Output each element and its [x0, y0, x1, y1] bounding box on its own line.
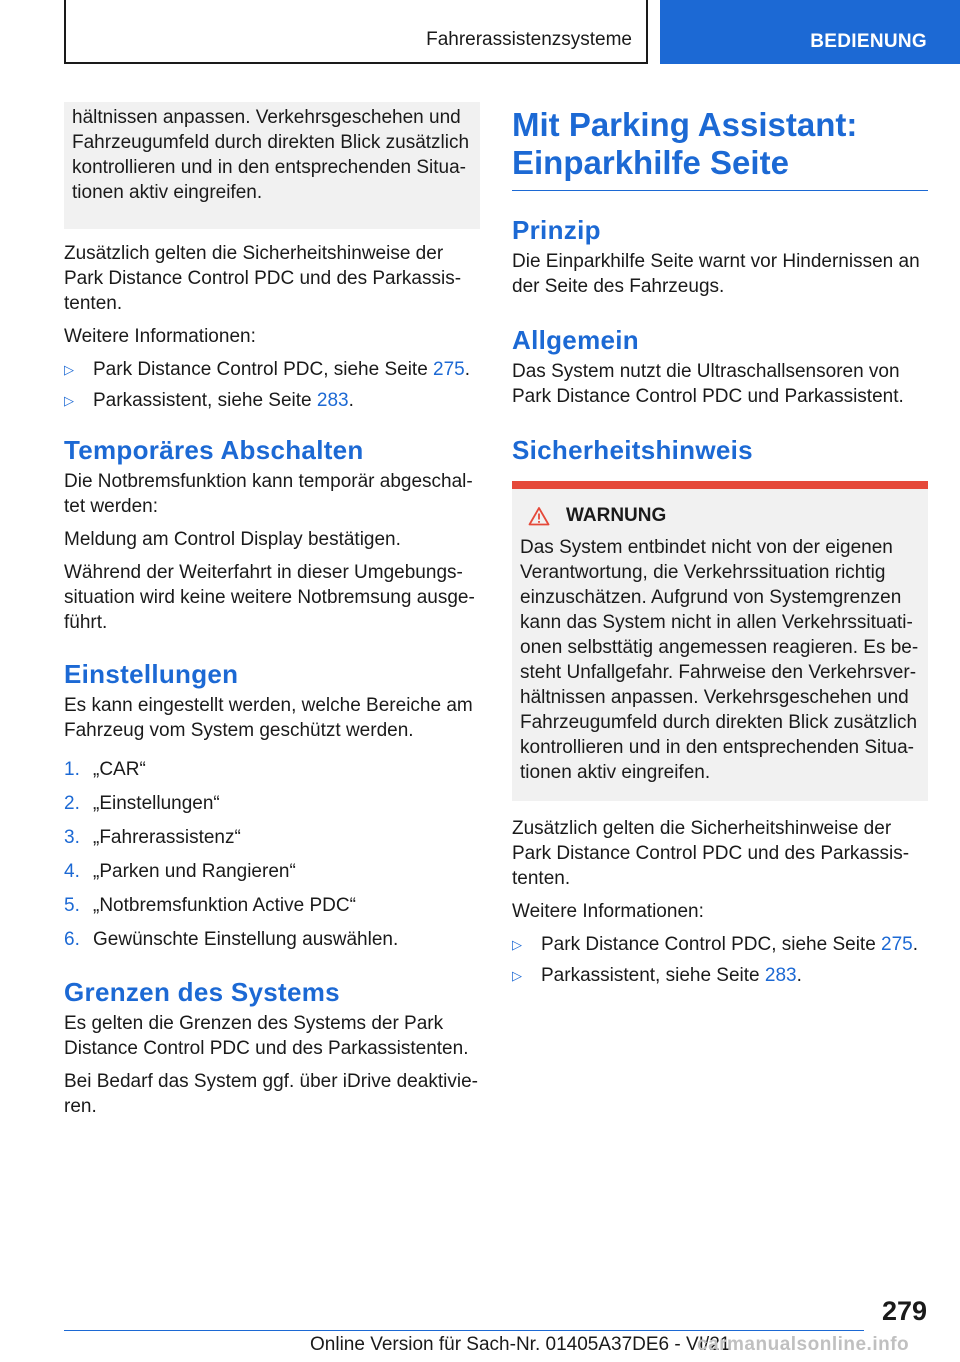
numbered-step: 1. „CAR“	[64, 759, 146, 780]
page-link[interactable]: 275	[433, 359, 465, 380]
page-number: 279	[881, 1296, 927, 1326]
paragraph: Die Notbremsfunktion kann temporär abgeschaltet werden:	[64, 471, 473, 517]
list-item	[512, 932, 928, 957]
safety-paragraph: Zusätzlich gelten die Sicherheitshinweise der Park Distance Control PDC und des Parkassistenten.	[64, 243, 462, 314]
numbered-step: 3. „Fahrerassistenz“	[64, 827, 241, 848]
continued-warning-text: hältnissen anpassen. Verkehrsgeschehen und Fahrzeugumfeld durch direkten Blick zusätzlich kontrollieren und in den entsprechenden Situationen aktiv eingreifen.	[72, 107, 470, 203]
section-title: BEDIENUNG	[810, 31, 927, 52]
more-info-label: Weitere Informationen:	[512, 901, 704, 922]
page-link[interactable]: 283	[316, 390, 349, 411]
warning-box	[512, 481, 928, 801]
chapter-header	[64, 0, 648, 64]
heading-grenzen-des-systems: Grenzen des Systems	[64, 977, 340, 1007]
paragraph: Das System nutzt die Ultraschallsensoren von Park Distance Control PDC und Parkassistent.	[512, 361, 904, 407]
footer-divider	[64, 1330, 864, 1331]
bullet-triangle-icon: ▷	[512, 937, 522, 952]
left-column	[64, 102, 480, 1127]
paragraph: Es kann eingestellt werden, welche Bereiche am Fahrzeug vom System geschützt werden.	[64, 695, 473, 741]
list-item-text: Parkassistent, siehe Seite 283.	[541, 965, 802, 986]
chapter-title: Fahrerassistenzsysteme	[426, 29, 632, 50]
paragraph: Bei Bedarf das System ggf. über iDrive deaktivieren.	[64, 1071, 478, 1117]
watermark: carmanualsonline.info	[697, 1334, 910, 1355]
page-link[interactable]: 283	[764, 965, 797, 986]
warning-triangle-icon	[528, 506, 550, 526]
more-info-label: Weitere Informationen:	[64, 326, 256, 347]
warning-label: WARNUNG	[566, 505, 667, 526]
heading-prinzip: Prinzip	[512, 215, 601, 245]
list-item	[64, 357, 480, 382]
warning-text: Das System entbindet nicht von der eigenen Verantwortung, die Verkehrssituation richtig einzuschätzen. Aufgrund von Systemgrenzen kann das System nicht in allen Verkehrssituationen selbsttätig angemessen reagieren. Es besteht Unfallgefahr. Fahrweise den Verkehrsverhältnissen anpassen. Verkehrsgeschehen und Fahrzeugumfeld durch direkten Blick zusätzlich kontrollieren und in den entsprechenden Situationen aktiv eingreifen.	[520, 537, 919, 783]
heading-einstellungen: Einstellungen	[64, 659, 239, 689]
bullet-triangle-icon: ▷	[64, 362, 74, 377]
page-link[interactable]: 275	[881, 934, 913, 955]
list-item	[512, 963, 928, 988]
numbered-step: 5. „Notbremsfunktion Active PDC“	[64, 895, 356, 916]
numbered-step: 6. Gewünschte Einstellung auswählen.	[64, 929, 399, 950]
list-item-text: Park Distance Control PDC, siehe Seite 275.	[541, 934, 919, 955]
bullet-triangle-icon: ▷	[512, 968, 522, 983]
list-item-text: Park Distance Control PDC, siehe Seite 275.	[93, 359, 471, 380]
section-title-parking-assistant: Mit Parking Assistant: Einparkhilfe Seite	[512, 106, 928, 191]
list-item-text: Parkassistent, siehe Seite 283.	[93, 390, 354, 411]
warning-header	[520, 505, 920, 527]
heading-allgemein: Allgemein	[512, 325, 639, 355]
safety-paragraph: Zusätzlich gelten die Sicherheitshinweise der Park Distance Control PDC und des Parkassistenten.	[512, 818, 910, 889]
section-header	[660, 0, 960, 64]
paragraph: Während der Weiterfahrt in dieser Umgebungssituation wird keine weitere Notbremsung ausgeführt.	[64, 562, 475, 633]
numbered-step: 4. „Parken und Rangieren“	[64, 861, 296, 882]
numbered-step: 2. „Einstellungen“	[64, 793, 220, 814]
continued-warning-box	[64, 102, 480, 229]
paragraph: Es gelten die Grenzen des Systems der Park Distance Control PDC und des Parkassistenten.	[64, 1013, 469, 1059]
paragraph: Die Einparkhilfe Seite warnt vor Hindernissen an der Seite des Fahrzeugs.	[512, 251, 920, 297]
paragraph: Meldung am Control Display bestätigen.	[64, 529, 401, 550]
list-item	[64, 388, 480, 413]
bullet-triangle-icon: ▷	[64, 393, 74, 408]
heading-sicherheitshinweis: Sicherheitshinweis	[512, 435, 753, 465]
footer-online-version: Online Version für Sach-Nr. 01405A37DE6 - VI/21	[310, 1334, 731, 1355]
heading-temporaeres-abschalten: Temporäres Abschalten	[64, 435, 364, 465]
right-column	[512, 102, 928, 994]
